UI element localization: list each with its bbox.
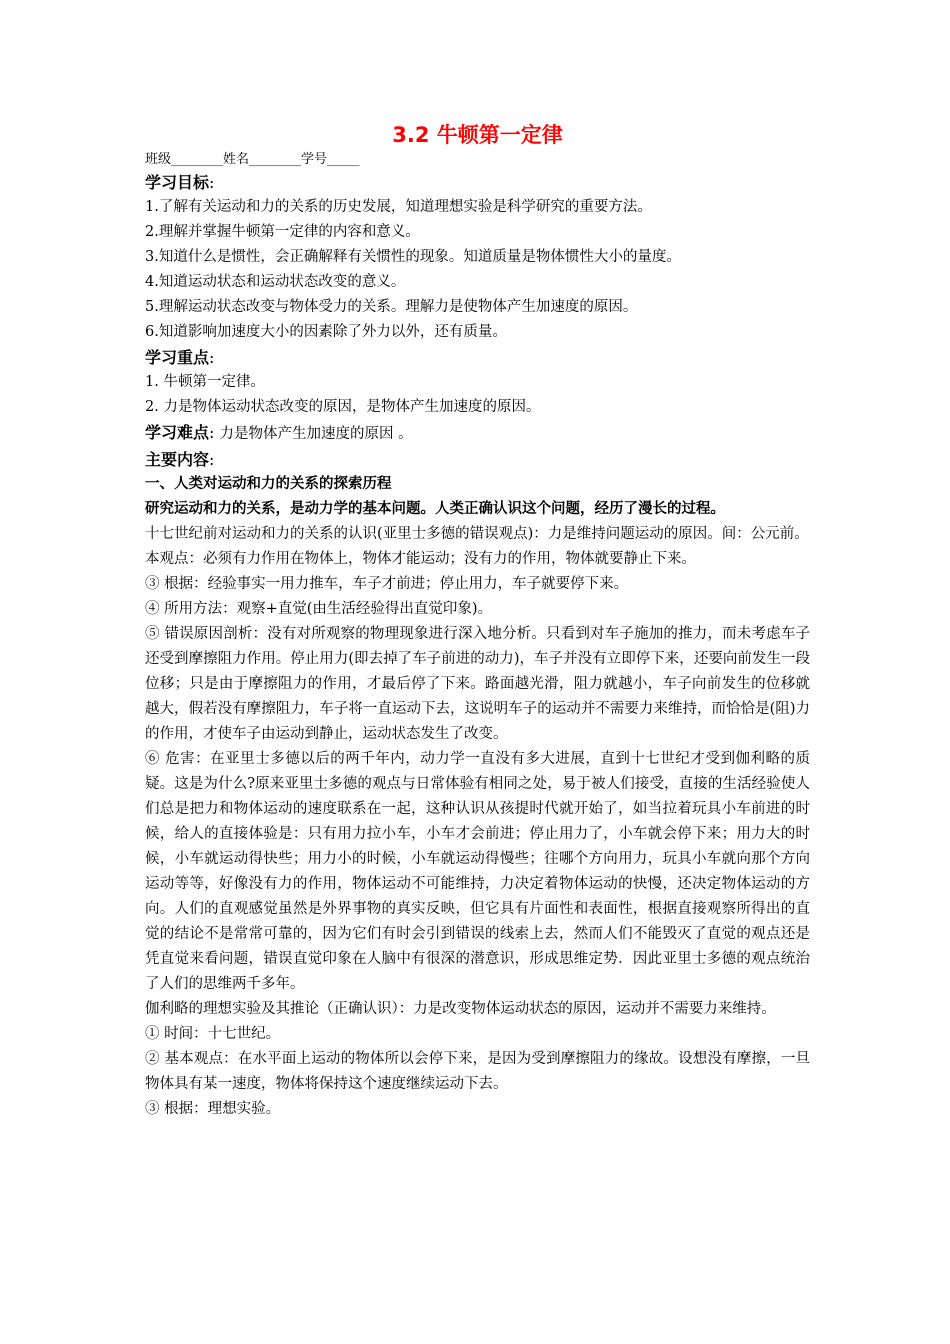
section-title: 一、人类对运动和力的关系的探索历程 (145, 476, 392, 492)
paragraph: ① 时间：十七世纪。 (145, 1026, 281, 1042)
key-point-item: 1. 牛顿第一定律。 (145, 374, 265, 390)
objective-item: 4.知道运动状态和运动状态改变的意义。 (145, 274, 406, 290)
content-heading-text: 主要内容 (145, 450, 210, 469)
section-intro: 研究运动和力的关系，是动力学的基本问题。人类正确认识这个问题，经历了漫长的过程。 (145, 501, 725, 517)
objective-item: 5.理解运动状态改变与物体受力的关系。理解力是使物体产生加速度的原因。 (145, 299, 638, 315)
objective-item: 2.理解并掌握牛顿第一定律的内容和意义。 (145, 224, 420, 240)
objectives-heading-text: 学习目标 (145, 173, 210, 192)
key-point-item: 2. 力是物体运动状态改变的原因，是物体产生加速度的原因。 (145, 399, 541, 415)
paragraph: ③ 根据：理想实验。 (145, 1101, 281, 1117)
difficulty-heading: 学习难点: 力是物体产生加速度的原因 。 (145, 423, 413, 442)
paragraph: 伽利略的理想实验及其推论（正确认识）：力是改变物体运动状态的原因，运动并不需要力来维持。 (145, 1001, 776, 1017)
paragraph: ⑥ 危害：在亚里士多德以后的两千年内，动力学一直没有多大进展，直到十七世纪才受到伽利略的质疑。这是为什么?原来亚里士多德的观点与日常体验有相同之处，易于被人们接受，直接的生活经验使人们总是把力和物体运动的速度联系在一起，这种认识从孩提时代就开始了，如当拉着玩具小车前进的时候，给人的直接体验是：只有用力拉小车，小车才会前进；停止用力了，小车就会停下来；用力大的时候，小车就运动得快些；用力小的时候，小车就运动得慢些；往哪个方向用力，玩具小车就向那个方向运动等等，好像没有力的作用，物体运动不可能维持，力决定着物体运动的快慢，还决定物体运动的方向。人们的直观感觉虽然是外界事物的真实反映，但它具有片面性和表面性，根据直接观察所得出的直觉的结论不是常常可靠的，因为它们有时会引到错误的线索上去，然而人们不能毁灭了直觉的观点还是凭直觉来看问题，错误直觉印象在人脑中有很深的潜意识，形成思维定势．因此亚里士多德的观点统治了人们的思维两千多年。 (145, 751, 810, 992)
paragraph: ④ 所用方法：观察+直觉(由生活经验得出直觉印象)。 (145, 601, 493, 617)
document-page (145, 120, 810, 1122)
paragraph: 本观点：必须有力作用在物体上，物体才能运动；没有力的作用，物体就要静止下来。 (145, 551, 696, 567)
objective-item: 6.知道影响加速度大小的因素除了外力以外，还有质量。 (145, 324, 507, 340)
difficulty-text: 力是物体产生加速度的原因 。 (219, 426, 413, 442)
key-points-heading: 学习重点: (145, 348, 215, 367)
page-title: 3.2 牛顿第一定律 (392, 123, 563, 147)
paragraph: ③ 根据：经验事实一用力推车，车子才前进；停止用力，车子就要停下来。 (145, 576, 629, 592)
objective-item: 1.了解有关运动和力的关系的历史发展，知道理想实验是科学研究的重要方法。 (145, 199, 652, 215)
objectives-heading: 学习目标: (145, 173, 215, 192)
content-heading: 主要内容: (145, 450, 215, 469)
difficulty-heading-text: 学习难点 (145, 423, 210, 442)
key-points-heading-text: 学习重点 (145, 348, 210, 367)
paragraph: ⑤ 错误原因剖析：没有对所观察的物理现象进行深入地分析。只看到对车子施加的推力，而未考虑车子还受到摩擦阻力作用。停止用力(即去掉了车子前进的动力)，车子并没有立即停下来，还要向前发生一段位移；只是由于摩擦阻力的作用，才最后停了下来。路面越光滑，阻力就越小，车子向前发生的位移就越大，假若没有摩擦阻力，车子将一直运动下去，这说明车子的运动并不需要力来维持，而恰恰是(阻)力的作用，才使车子由运动到静止，运动状态发生了改变。 (145, 626, 810, 742)
paragraph: ② 基本观点：在水平面上运动的物体所以会停下来，是因为受到摩擦阻力的缘故。设想没有摩擦，一旦物体具有某一速度，物体将保持这个速度继续运动下去。 (145, 1051, 810, 1092)
objective-item: 3.知道什么是惯性，会正确解释有关惯性的现象。知道质量是物体惯性大小的量度。 (145, 249, 681, 265)
student-info-line: 班级________姓名________学号_____ (145, 152, 360, 167)
paragraph: 十七世纪前对运动和力的关系的认识(亚里士多德的错误观点)：力是维持问题运动的原因。间：公元前。 (145, 526, 809, 542)
